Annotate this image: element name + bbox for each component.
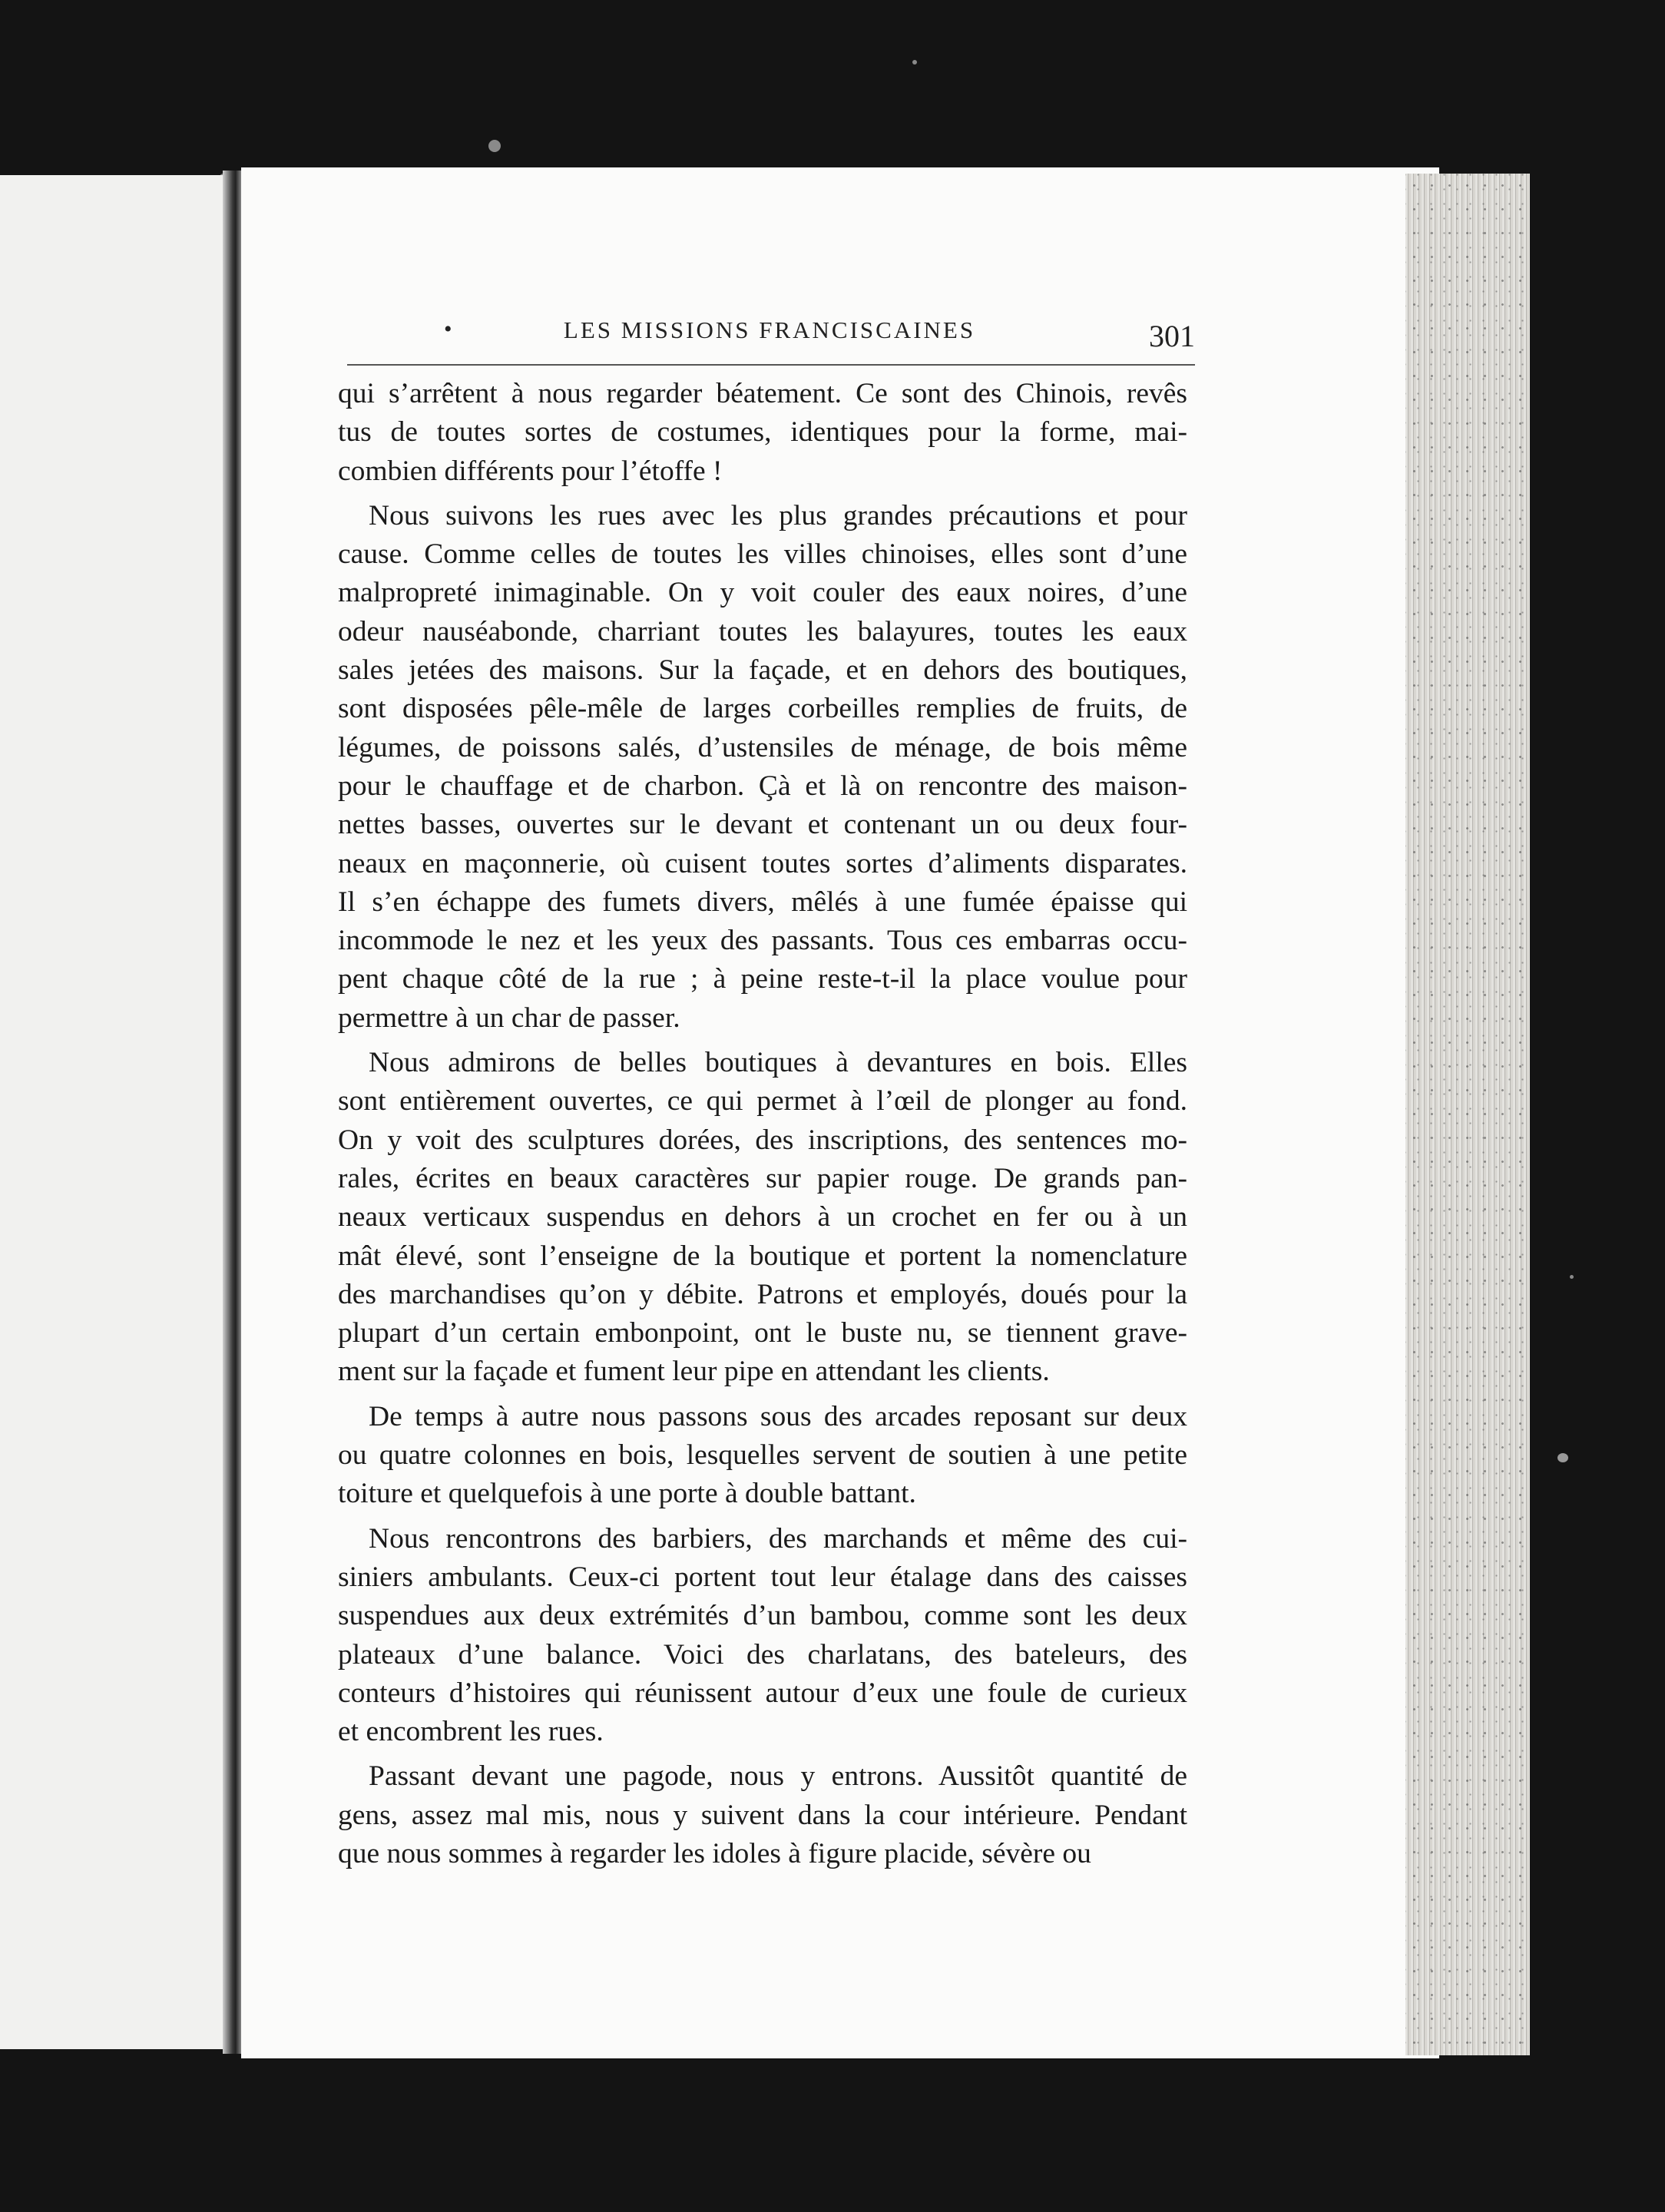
dust-speck	[488, 140, 501, 152]
paragraph	[338, 1398, 1187, 1514]
running-title: LES MISSIONS FRANCISCAINES	[563, 316, 976, 343]
page-number: 301	[1149, 319, 1195, 353]
page-edge-texture	[1405, 174, 1530, 2055]
text-line: et encombrent les rues.	[338, 1716, 604, 1748]
body-text	[338, 375, 1187, 1879]
text-line: toiture et quelquefois à une porte à double battant.	[338, 1478, 916, 1510]
text-line: rales, écrites en beaux caractères sur papier rouge. De grands pan-	[338, 1162, 1187, 1194]
header-rule	[347, 364, 1195, 366]
text-line: sales jetées des maisons. Sur la façade, et en dehors des boutiques,	[338, 654, 1187, 687]
text-line: plupart d’un certain embonpoint, ont le buste nu, se tiennent grave-	[338, 1317, 1187, 1349]
text-line: gens, assez mal mis, nous y suivent dans la cour intérieure. Pendant	[338, 1799, 1187, 1831]
text-line: suspendues aux deux extrémités d’un bambou, comme sont les deux	[338, 1600, 1187, 1632]
paragraph	[338, 1520, 1187, 1752]
text-line: mât élevé, sont l’enseigne de la boutique et portent la nomenclature	[338, 1240, 1187, 1272]
text-line: De temps à autre nous passons sous des arcades reposant sur deux	[369, 1400, 1187, 1432]
text-line: permettre à un char de passer.	[338, 1002, 680, 1034]
text-line: neaux verticaux suspendus en dehors à un crochet en fer ou à un	[338, 1201, 1187, 1233]
text-line: plateaux d’une balance. Voici des charlatans, des bateleurs, des	[338, 1638, 1187, 1671]
text-line: Il s’en échappe des fumets divers, mêlés à une fumée épaisse qui	[338, 886, 1187, 918]
paragraph	[338, 1757, 1187, 1873]
left-page	[0, 175, 230, 2049]
text-line: combien différents pour l’étoffe !	[338, 455, 723, 487]
page-header	[344, 310, 1195, 359]
paragraph	[338, 375, 1187, 491]
text-line: Nous suivons les rues avec les plus grandes précautions et pour	[369, 499, 1187, 531]
text-line: sont entièrement ouvertes, ce qui permet à l’œil de plonger au fond.	[338, 1085, 1187, 1118]
text-line: sont disposées pêle-mêle de larges corbeilles remplies de fruits, de	[338, 693, 1187, 725]
header-mark: •	[444, 316, 452, 342]
text-line: pent chaque côté de la rue ; à peine reste-t-il la place voulue pour	[338, 963, 1187, 995]
text-line: légumes, de poissons salés, d’ustensiles de ménage, de bois même	[338, 731, 1187, 763]
book-page-edges	[1405, 174, 1530, 2055]
text-line: siniers ambulants. Ceux-ci portent tout leur étalage dans des caisses	[338, 1561, 1187, 1593]
text-line: incommode le nez et les yeux des passants. Tous ces embarras occu-	[338, 925, 1187, 957]
text-line: conteurs d’histoires qui réunissent autour d’eux une foule de curieux	[338, 1677, 1187, 1709]
text-line: qui s’arrêtent à nous regarder béatement. Ce sont des Chinois, revês	[338, 378, 1187, 409]
dust-speck	[1557, 1453, 1568, 1462]
text-line: Nous rencontrons des barbiers, des marchands et même des cui-	[369, 1522, 1187, 1555]
text-line: Nous admirons de belles boutiques à devantures en bois. Elles	[369, 1047, 1187, 1079]
text-line: odeur nauséabonde, charriant toutes les balayures, toutes les eaux	[338, 615, 1187, 647]
text-line: que nous sommes à regarder les idoles à figure placide, sévère ou	[338, 1837, 1091, 1869]
text-line: des marchandises qu’on y débite. Patrons et employés, doués pour la	[338, 1278, 1187, 1310]
text-line: tus de toutes sortes de costumes, identiques pour la forme, mai-	[338, 416, 1187, 449]
paragraph	[338, 1044, 1187, 1392]
text-line: ment sur la façade et fument leur pipe en attendant les clients.	[338, 1356, 1050, 1388]
text-line: On y voit des sculptures dorées, des inscriptions, des sentences mo-	[338, 1124, 1187, 1156]
dust-speck	[912, 60, 917, 65]
text-line: Passant devant une pagode, nous y entrons. Aussitôt quantité de	[369, 1760, 1187, 1793]
text-line: ou quatre colonnes en bois, lesquelles servent de soutien à une petite	[338, 1439, 1187, 1472]
text-line: malpropreté inimaginable. On y voit couler des eaux noires, d’une	[338, 577, 1187, 609]
paragraph	[338, 497, 1187, 1038]
text-line: cause. Comme celles de toutes les villes chinoises, elles sont d’une	[338, 538, 1187, 571]
dust-speck	[1570, 1275, 1574, 1279]
text-line: pour le chauffage et de charbon. Çà et là on rencontre des maison-	[338, 770, 1187, 802]
text-line: nettes basses, ouvertes sur le devant et contenant un ou deux four-	[338, 809, 1187, 841]
text-line: neaux en maçonnerie, où cuisent toutes sortes d’aliments disparates.	[338, 847, 1187, 879]
